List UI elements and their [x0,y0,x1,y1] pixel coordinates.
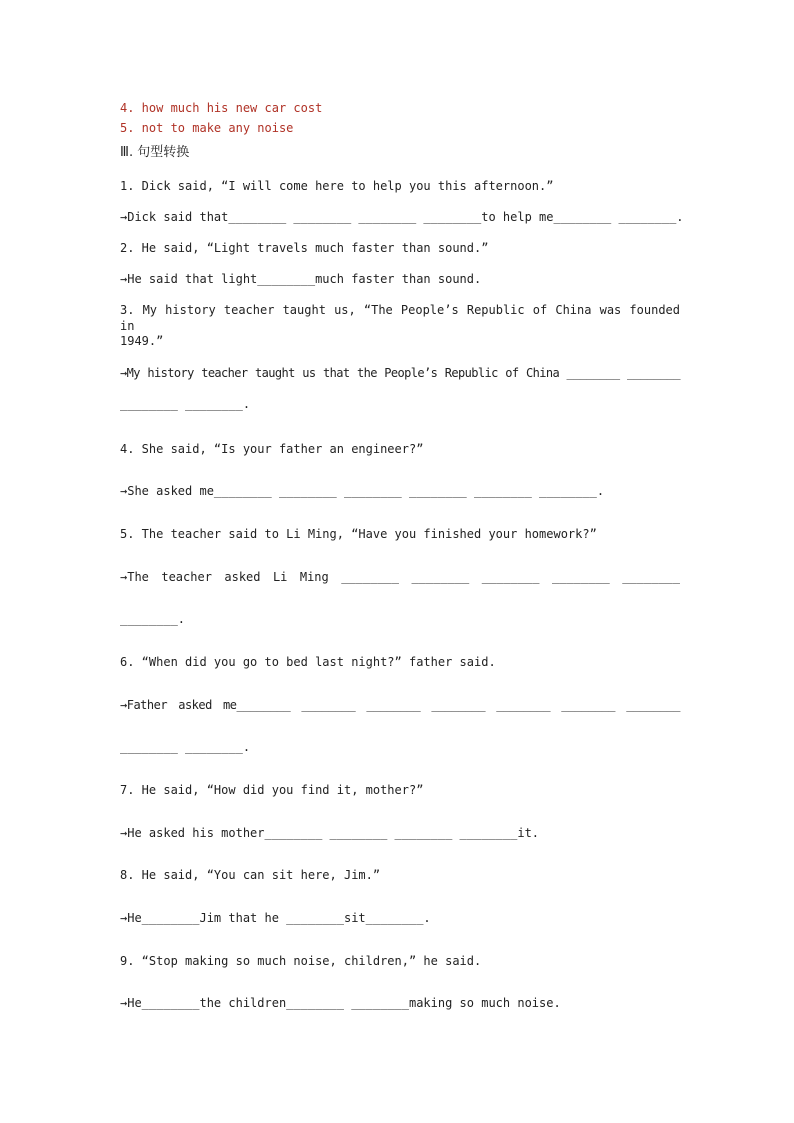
answer-4: →She asked me________ ________ ________ ________ ________ ________. [120,484,605,498]
answer-line: 5. not to make any noise [120,121,294,135]
question-6: 6. “When did you go to bed last night?” father said. [120,655,496,669]
answer-5-line-1: →The teacher asked Li Ming ________ ________ ________ ________ ________ [120,570,680,584]
question-8: 8. He said, “You can sit here, Jim.” [120,868,381,882]
question-3-line-1: 3. My history teacher taught us, “The People’s Republic of China was founded in [120,303,680,333]
answer-2: →He said that light________much faster than sound. [120,272,482,286]
answer-3-line-2: ________ ________. [120,397,251,411]
answer-7: →He asked his mother________ ________ ________ ________it. [120,826,540,840]
question-5: 5. The teacher said to Li Ming, “Have you finished your homework?” [120,527,597,541]
answer-6-line-1: →Father asked me________ ________ ________ ________ ________ ________ ________ [120,698,680,712]
question-4: 4. She said, “Is your father an engineer?” [120,442,424,456]
question-3-line-2: 1949.” [120,334,164,348]
question-1: 1. Dick said, “I will come here to help you this afternoon.” [120,179,554,193]
answer-5-line-2: ________. [120,612,186,626]
section-heading: Ⅲ. 句型转换 [120,145,190,160]
answer-6-line-2: ________ ________. [120,740,251,754]
question-9: 9. “Stop making so much noise, children,” he said. [120,954,482,968]
answer-9: →He________the children________ ________making so much noise. [120,996,561,1010]
question-2: 2. He said, “Light travels much faster than sound.” [120,241,489,255]
answer-line: 4. how much his new car cost [120,101,323,115]
question-7: 7. He said, “How did you find it, mother?” [120,783,424,797]
answer-3-line-1: →My history teacher taught us that the People’s Republic of China ________ ________ [120,366,680,380]
answer-1: →Dick said that________ ________ ________ ________to help me________ ________. [120,210,684,224]
answer-8: →He________Jim that he ________sit________. [120,911,431,925]
